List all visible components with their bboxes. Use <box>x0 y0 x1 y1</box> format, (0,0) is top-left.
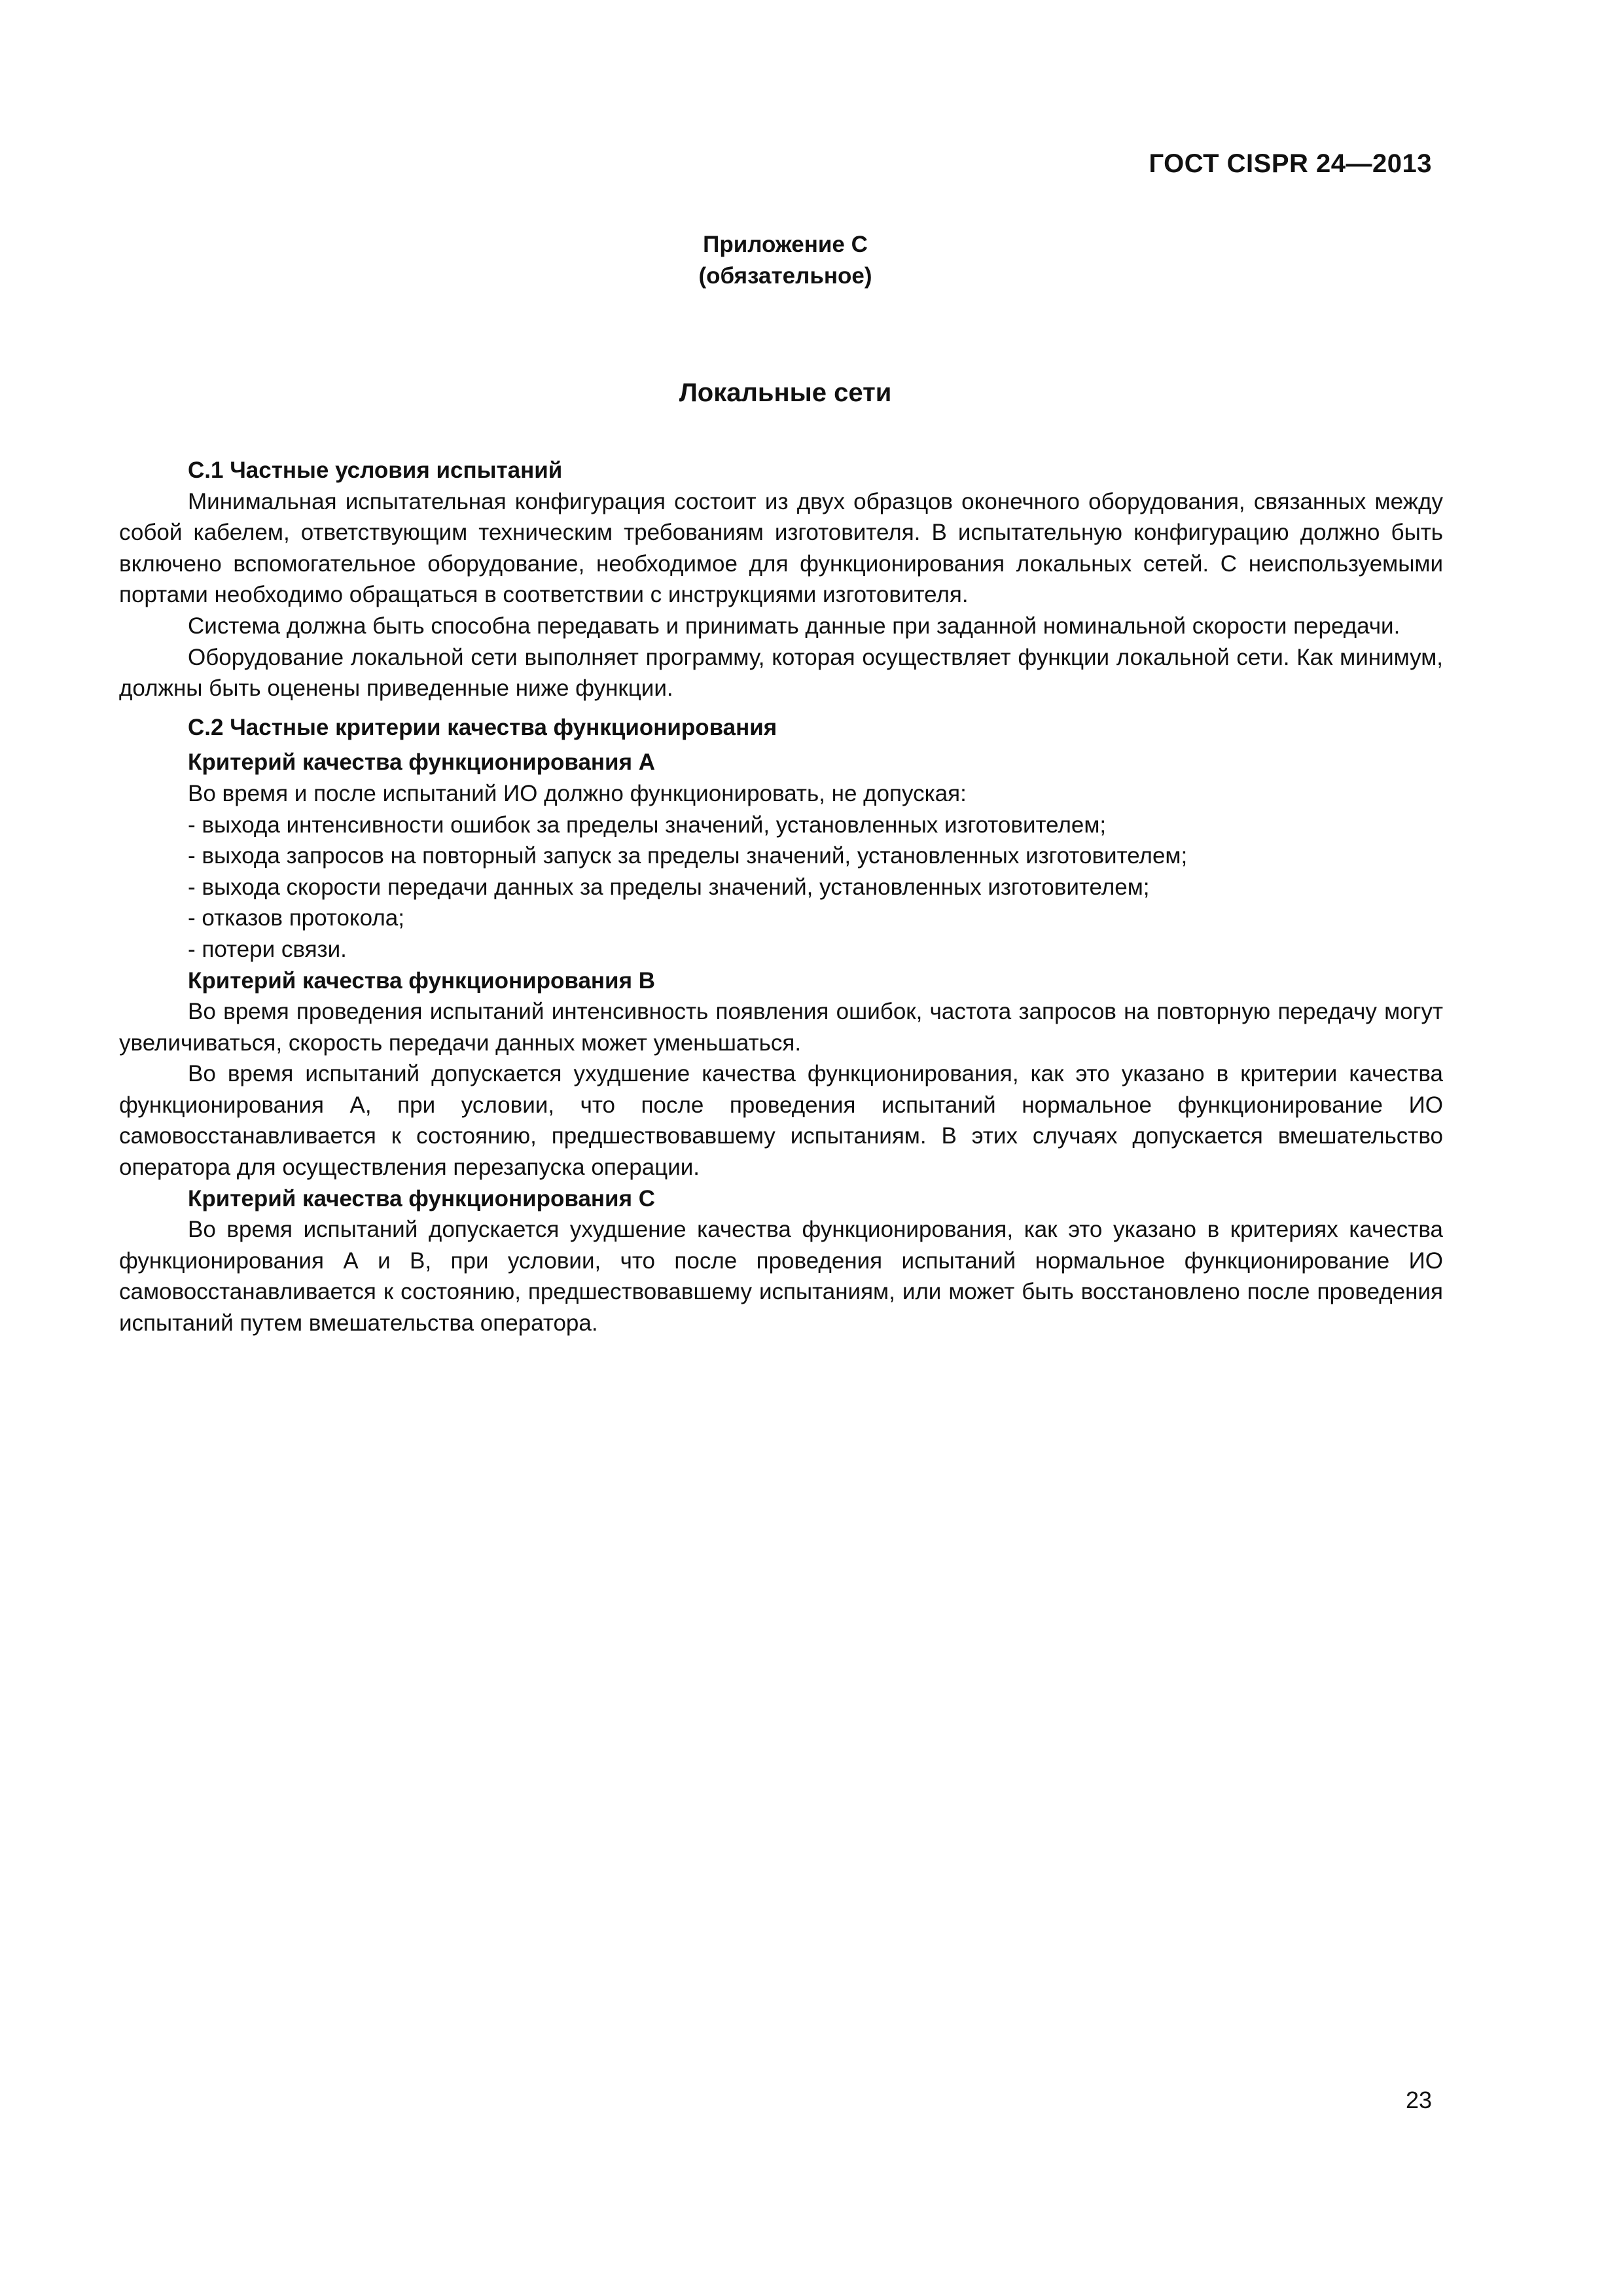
paragraph: Система должна быть способна передавать и принимать данные при заданной номинальной скорости передачи. <box>188 613 1400 639</box>
criterion-a-heading: Критерий качества функционирования А <box>188 749 655 776</box>
list-item: - выхода скорости передачи данных за пределы значений, установленных изготовителем; <box>188 874 1150 900</box>
paragraph: Во время проведения испытаний интенсивность появления ошибок, частота запросов на повторную передачу могут увеличиваться, скорость передачи данных может уменьшаться. <box>119 999 1443 1056</box>
list-item: - отказов протокола; <box>188 905 404 931</box>
paragraph: Оборудование локальной сети выполняет программу, которая осуществляет функции локальной сети. Как минимум, должны быть оценены приведенные ниже функции. <box>119 644 1443 702</box>
annex-header <box>0 229 1571 292</box>
annex-label: Приложение С <box>703 232 868 257</box>
annex-status: (обязательное) <box>698 263 872 289</box>
paragraph: Во время и после испытаний ИО должно функционировать, не допуская: <box>188 780 967 806</box>
paragraph: Минимальная испытательная конфигурация состоит из двух образцов оконечного оборудования, связанных между собой кабелем, ответствующим техническим требованиям изготовителя. В испытательную конфигурацию должно быть включено вспомогательное оборудование, необходимое для функционирования локальных сетей. С неиспользуемыми портами необходимо обращаться в соответствии с инструкциями изготовителя. <box>119 488 1443 608</box>
paragraph: Во время испытаний допускается ухудшение качества функционирования, как это указано в критерии качества функционирования А, при условии, что после проведения испытаний нормальное функционирование ИО самовосстанавливается к состоянию, предшествовавшему испытаниям. В этих случаях допускается вмешательство оператора для осуществления перезапуска операции. <box>119 1061 1443 1181</box>
page-number: 23 <box>1405 2087 1432 2113</box>
criterion-b-heading: Критерий качества функционирования В <box>188 967 655 994</box>
section-c1-heading: С.1 Частные условия испытаний <box>188 457 563 483</box>
criterion-c-heading: Критерий качества функционирования С <box>188 1185 655 1211</box>
annex-title: Локальные сети <box>679 378 892 407</box>
paragraph: Во время испытаний допускается ухудшение качества функционирования, как это указано в критериях качества функционирования А и В, при условии, что после проведения испытаний нормальное функционирование ИО самовосстанавливается к состоянию, предшествовавшему испытаниям, или может быть восстановлено после проведения испытаний путем вмешательства оператора. <box>119 1217 1443 1336</box>
document-body <box>119 455 1443 1339</box>
document-code: ГОСТ CISPR 24—2013 <box>1149 149 1432 178</box>
section-c2-heading: С.2 Частные критерии качества функционирования <box>188 714 777 740</box>
list-item: - выхода запросов на повторный запуск за пределы значений, установленных изготовителем; <box>188 843 1188 869</box>
list-item: - потери связи. <box>188 936 347 962</box>
list-item: - выхода интенсивности ошибок за пределы значений, установленных изготовителем; <box>188 812 1107 838</box>
